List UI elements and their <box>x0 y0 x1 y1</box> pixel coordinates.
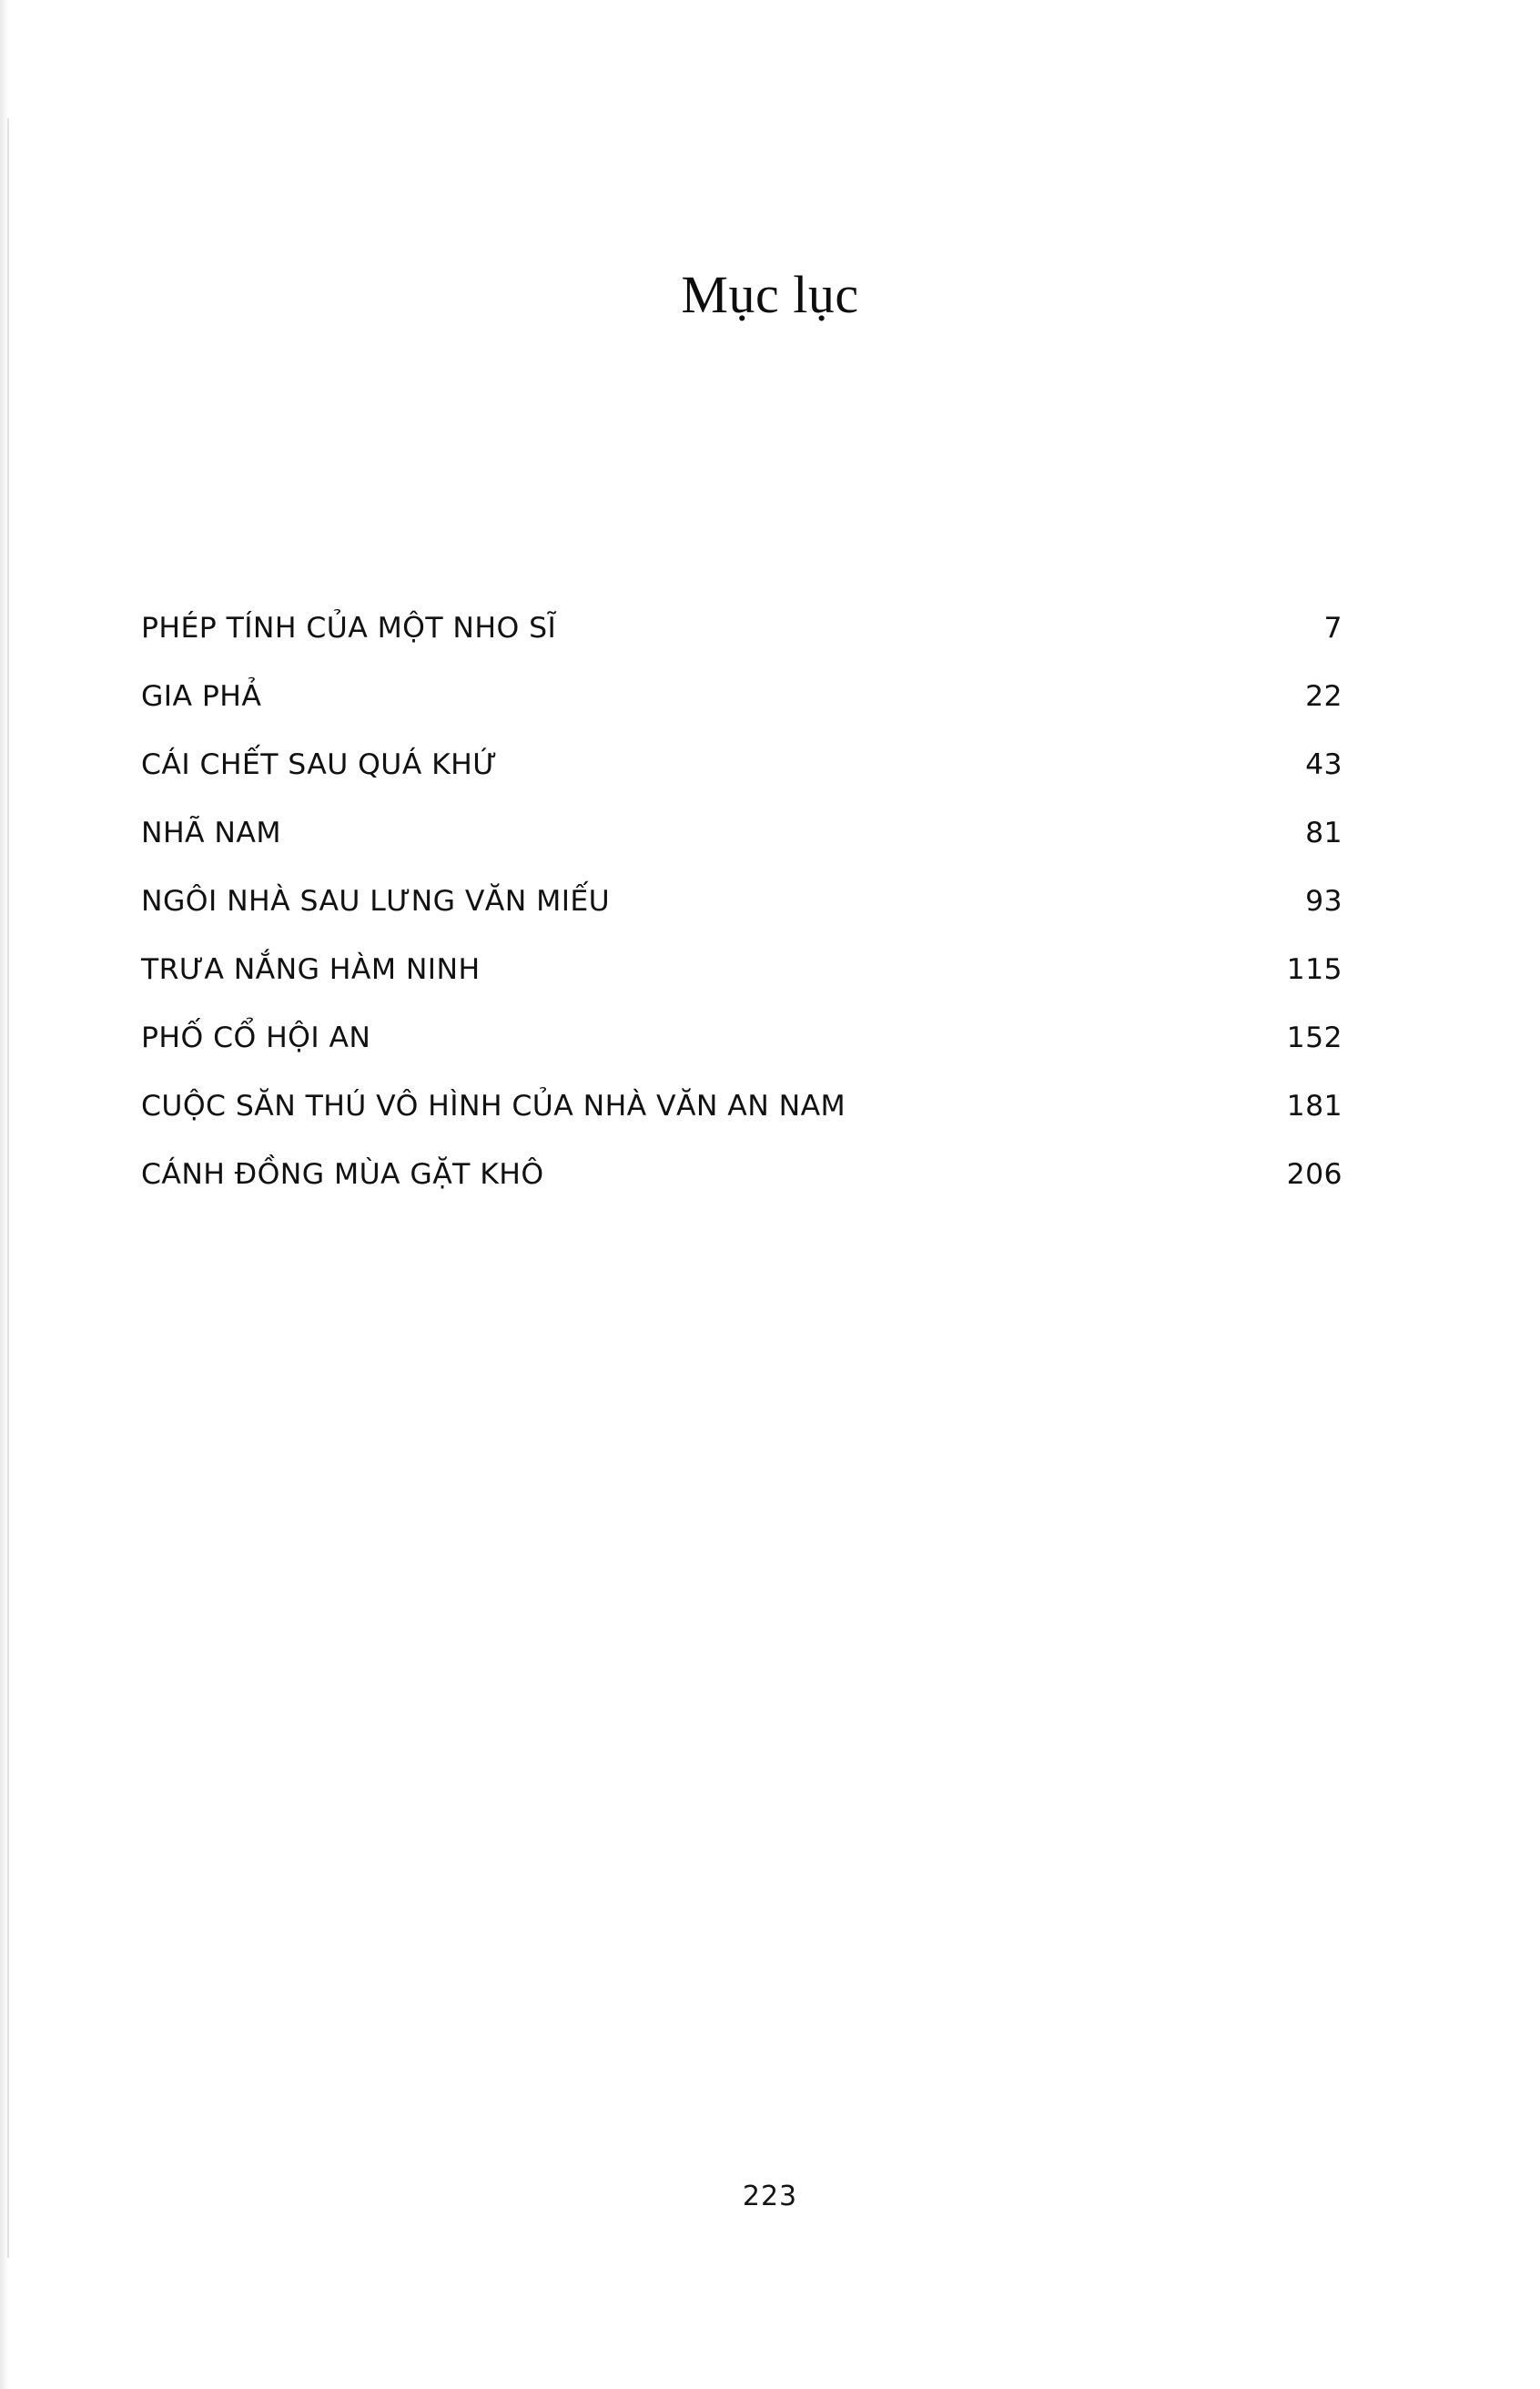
toc-entry-page: 181 <box>1286 1090 1342 1123</box>
toc-leader-dots <box>557 1179 1272 1180</box>
page-number: 223 <box>742 2181 798 2212</box>
toc-entry-label: GIA PHẢ <box>141 680 262 713</box>
toc-entry-label: NGÔI NHÀ SAU LƯNG VĂN MIẾU <box>141 885 611 918</box>
scan-edge-line <box>7 118 9 2258</box>
toc-entry-label: CUỘC SĂN THÚ VÔ HÌNH CỦA NHÀ VĂN AN NAM <box>141 1090 846 1123</box>
toc-leader-dots <box>274 701 1272 702</box>
toc-entry-page: 152 <box>1286 1022 1342 1054</box>
toc-entry-page: 7 <box>1323 612 1342 645</box>
toc-entry-page: 81 <box>1305 817 1342 849</box>
toc-leader-dots <box>858 1111 1272 1112</box>
toc-entry-page: 206 <box>1286 1158 1342 1191</box>
toc-entry-label: CÁNH ĐỒNG MÙA GẶT KHÔ <box>141 1158 544 1191</box>
toc-entry[interactable] <box>141 1090 1342 1158</box>
toc-entry-label: NHÃ NAM <box>141 817 281 849</box>
toc-leader-dots <box>294 838 1272 839</box>
toc-entry[interactable] <box>141 1158 1342 1226</box>
toc-leader-dots <box>569 633 1272 634</box>
toc-entry-label: CÁI CHẾT SAU QUÁ KHỨ <box>141 748 498 781</box>
toc-entry[interactable] <box>141 817 1342 885</box>
toc-leader-dots <box>511 769 1272 770</box>
toc-entry-page: 43 <box>1305 748 1342 781</box>
toc-leader-dots <box>383 1042 1272 1043</box>
toc-entry-page: 93 <box>1305 885 1342 918</box>
toc-entry[interactable] <box>141 612 1342 680</box>
toc-leader-dots <box>493 974 1272 975</box>
toc-entry[interactable] <box>141 1022 1342 1090</box>
page-title: Mục lục <box>681 265 859 324</box>
toc-entry[interactable] <box>141 953 1342 1022</box>
toc-entry-label: PHỐ CỔ HỘI AN <box>141 1022 371 1054</box>
toc-leader-dots <box>623 906 1272 907</box>
toc-entry[interactable] <box>141 680 1342 748</box>
toc-entry-label: TRƯA NẮNG HÀM NINH <box>141 953 481 986</box>
toc-entry[interactable] <box>141 748 1342 817</box>
toc-entry-label: PHÉP TÍNH CỦA MỘT NHO SĨ <box>141 612 557 645</box>
toc-entry[interactable] <box>141 885 1342 953</box>
toc-entry-page: 115 <box>1286 953 1342 986</box>
table-of-contents <box>141 612 1342 1226</box>
toc-entry-page: 22 <box>1305 680 1342 713</box>
